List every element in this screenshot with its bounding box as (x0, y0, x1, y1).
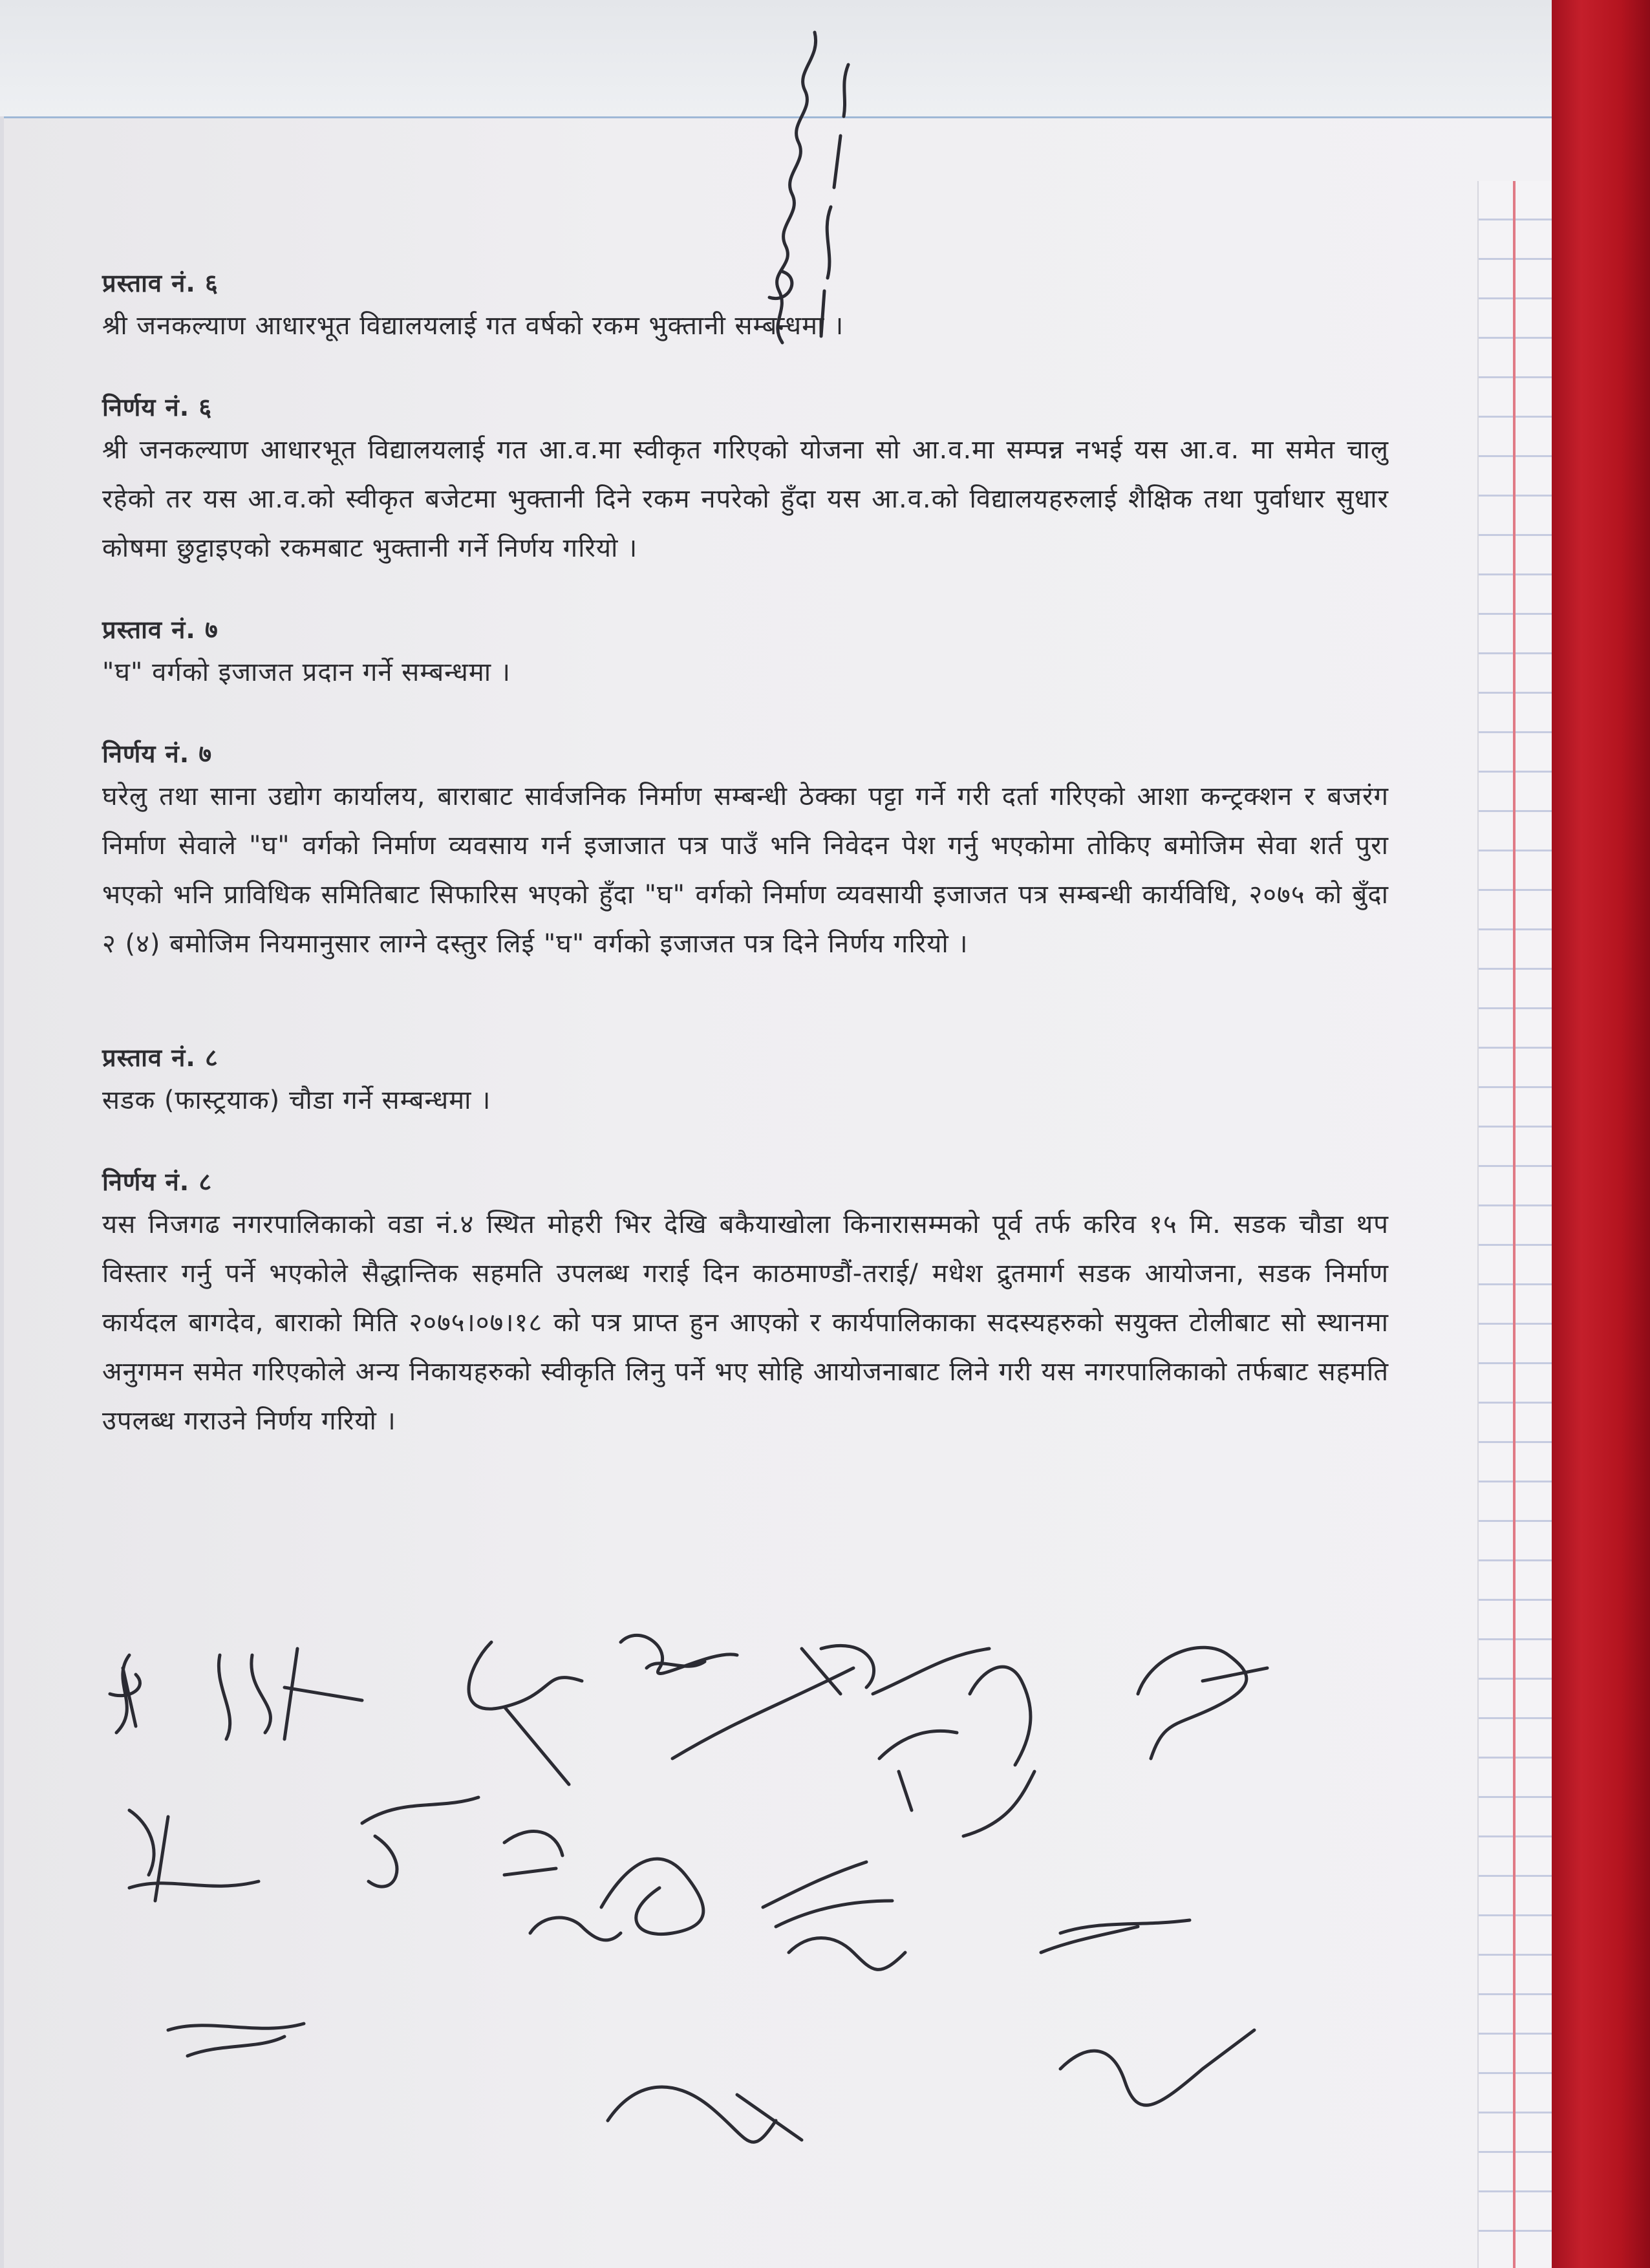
signature-3 (469, 1642, 582, 1784)
margin-rule-line (1513, 181, 1516, 2268)
proposal-6-heading: प्रस्ताव नं. ६ (102, 269, 219, 297)
proposal-7 (102, 612, 1389, 697)
signature-6 (873, 1649, 989, 1810)
decision-7-heading: निर्णय नं. ७ (102, 740, 213, 768)
proposal-8 (102, 1040, 1389, 1125)
proposal-7-heading: प्रस्ताव नं. ७ (102, 615, 219, 644)
proposal-8-heading: प्रस्ताव नं. ८ (102, 1043, 219, 1072)
signature-12 (530, 1918, 621, 1940)
decision-7 (102, 736, 1389, 968)
decision-8-text: यस निजगढ नगरपालिकाको वडा नं.४ स्थित मोहरी भिर देखि बकैयाखोला किनारासम्मको पूर्व तर्फ करिव १५ मि. सडक चौडा थप विस्तार गर्नु पर्ने भएकोले सैद्धान्तिक सहमति उपलब्ध गराई दिन काठमाण्डौं-तराई/ मधेश द्रुतमार्ग सडक आयोजना, सडक निर्माण कार्यदल बागदेव, बाराको मिति २०७५।०७।१८ को पत्र प्राप्त हुन आएको र कार्यपालिकाका सदस्यहरुको सयुक्त टोलीबाट सो स्थानमा अनुगमन समेत गरिएकोले अन्य निकायहरुको स्वीकृति लिनु पर्ने भए सोहि आयोजनाबाट लिने गरी यस नगरपालिकाको तर्फबाट सहमति उपलब्ध गराउने निर्णय गरियो । (102, 1210, 1389, 1436)
signature-2 (219, 1649, 362, 1739)
signatures-area (91, 1629, 1351, 2211)
signature-16 (1041, 1920, 1190, 1952)
signature-19 (608, 2087, 802, 2142)
handwritten-signatures (91, 1629, 1351, 2211)
signature-9 (129, 1810, 259, 1901)
decision-7-text: घरेलु तथा साना उद्योग कार्यालय, बाराबाट सार्वजनिक निर्माण सम्बन्धी ठेक्का पट्टा गर्ने गरी दर्ता गरिएको आशा कन्ट्रक्शन र बजरंग निर्माण सेवाले "घ" वर्गको निर्माण व्यवसाय गर्न इजाजात पत्र पाउँ भनि निवेदन पेश गर्नु भएकोमा तोकिए बमोजिम सेवा शर्त पुरा भएको भनि प्राविधिक समितिबाट सिफारिस भएको हुँदा "घ" वर्गको निर्माण व्यवसायी इजाजत पत्र सम्बन्धी कार्यविधि, २०७५ को बुँदा २ (४) बमोजिम नियमानुसार लाग्ने दस्तुर लिई "घ" वर्गको इजाजत पत्र दिने निर्णय गरियो । (102, 782, 1389, 959)
proposal-7-text: "घ" वर्गको इजाजत प्रदान गर्ने सम्बन्धमा । (102, 658, 511, 687)
decision-8-heading: निर्णय नं. ८ (102, 1168, 213, 1196)
signature-1 (110, 1655, 140, 1733)
meeting-minutes (102, 265, 1389, 1484)
signature-15 (789, 1938, 905, 1970)
signature-7 (963, 1667, 1034, 1836)
signature-17 (168, 2024, 304, 2056)
decision-8 (102, 1164, 1389, 1446)
signature-14 (763, 1862, 892, 1927)
decision-6-text: श्री जनकल्याण आधारभूत विद्यालयलाई गत आ.व.मा स्वीकृत गरिएको योजना सो आ.व.मा सम्पन्न नभई यस आ.व. मा समेत चालु रहेको तर यस आ.व.को स्वीकृत बजेटमा भुक्तानी दिने रकम नपरेको हुँदा यस आ.व.को विद्यालयहरुलाई शैक्षिक तथा पुर्वाधार सुधार कोषमा छुट्टाइएको रकमबाट भुक्तानी गर्ने निर्णय गरियो । (102, 435, 1389, 563)
proposal-6-text: श्री जनकल्याण आधारभूत विद्यालयलाई गत वर्षको रकम भुक्तानी सम्बन्धमा । (102, 311, 844, 341)
signature-4 (621, 1635, 737, 1673)
decision-6 (102, 389, 1389, 573)
page-margin (0, 116, 4, 2268)
notebook-binding (1552, 0, 1650, 2268)
decision-6-heading: निर्णय नं. ६ (102, 393, 213, 422)
proposal-6 (102, 265, 1389, 350)
signature-10 (362, 1797, 478, 1887)
signature-18 (1060, 2030, 1254, 2105)
signature-13 (601, 1859, 703, 1934)
proposal-8-text: सडक (फास्ट्रयाक) चौडा गर्ने सम्बन्धमा । (102, 1086, 491, 1115)
signature-11 (504, 1832, 562, 1875)
signature-8 (1138, 1647, 1267, 1759)
